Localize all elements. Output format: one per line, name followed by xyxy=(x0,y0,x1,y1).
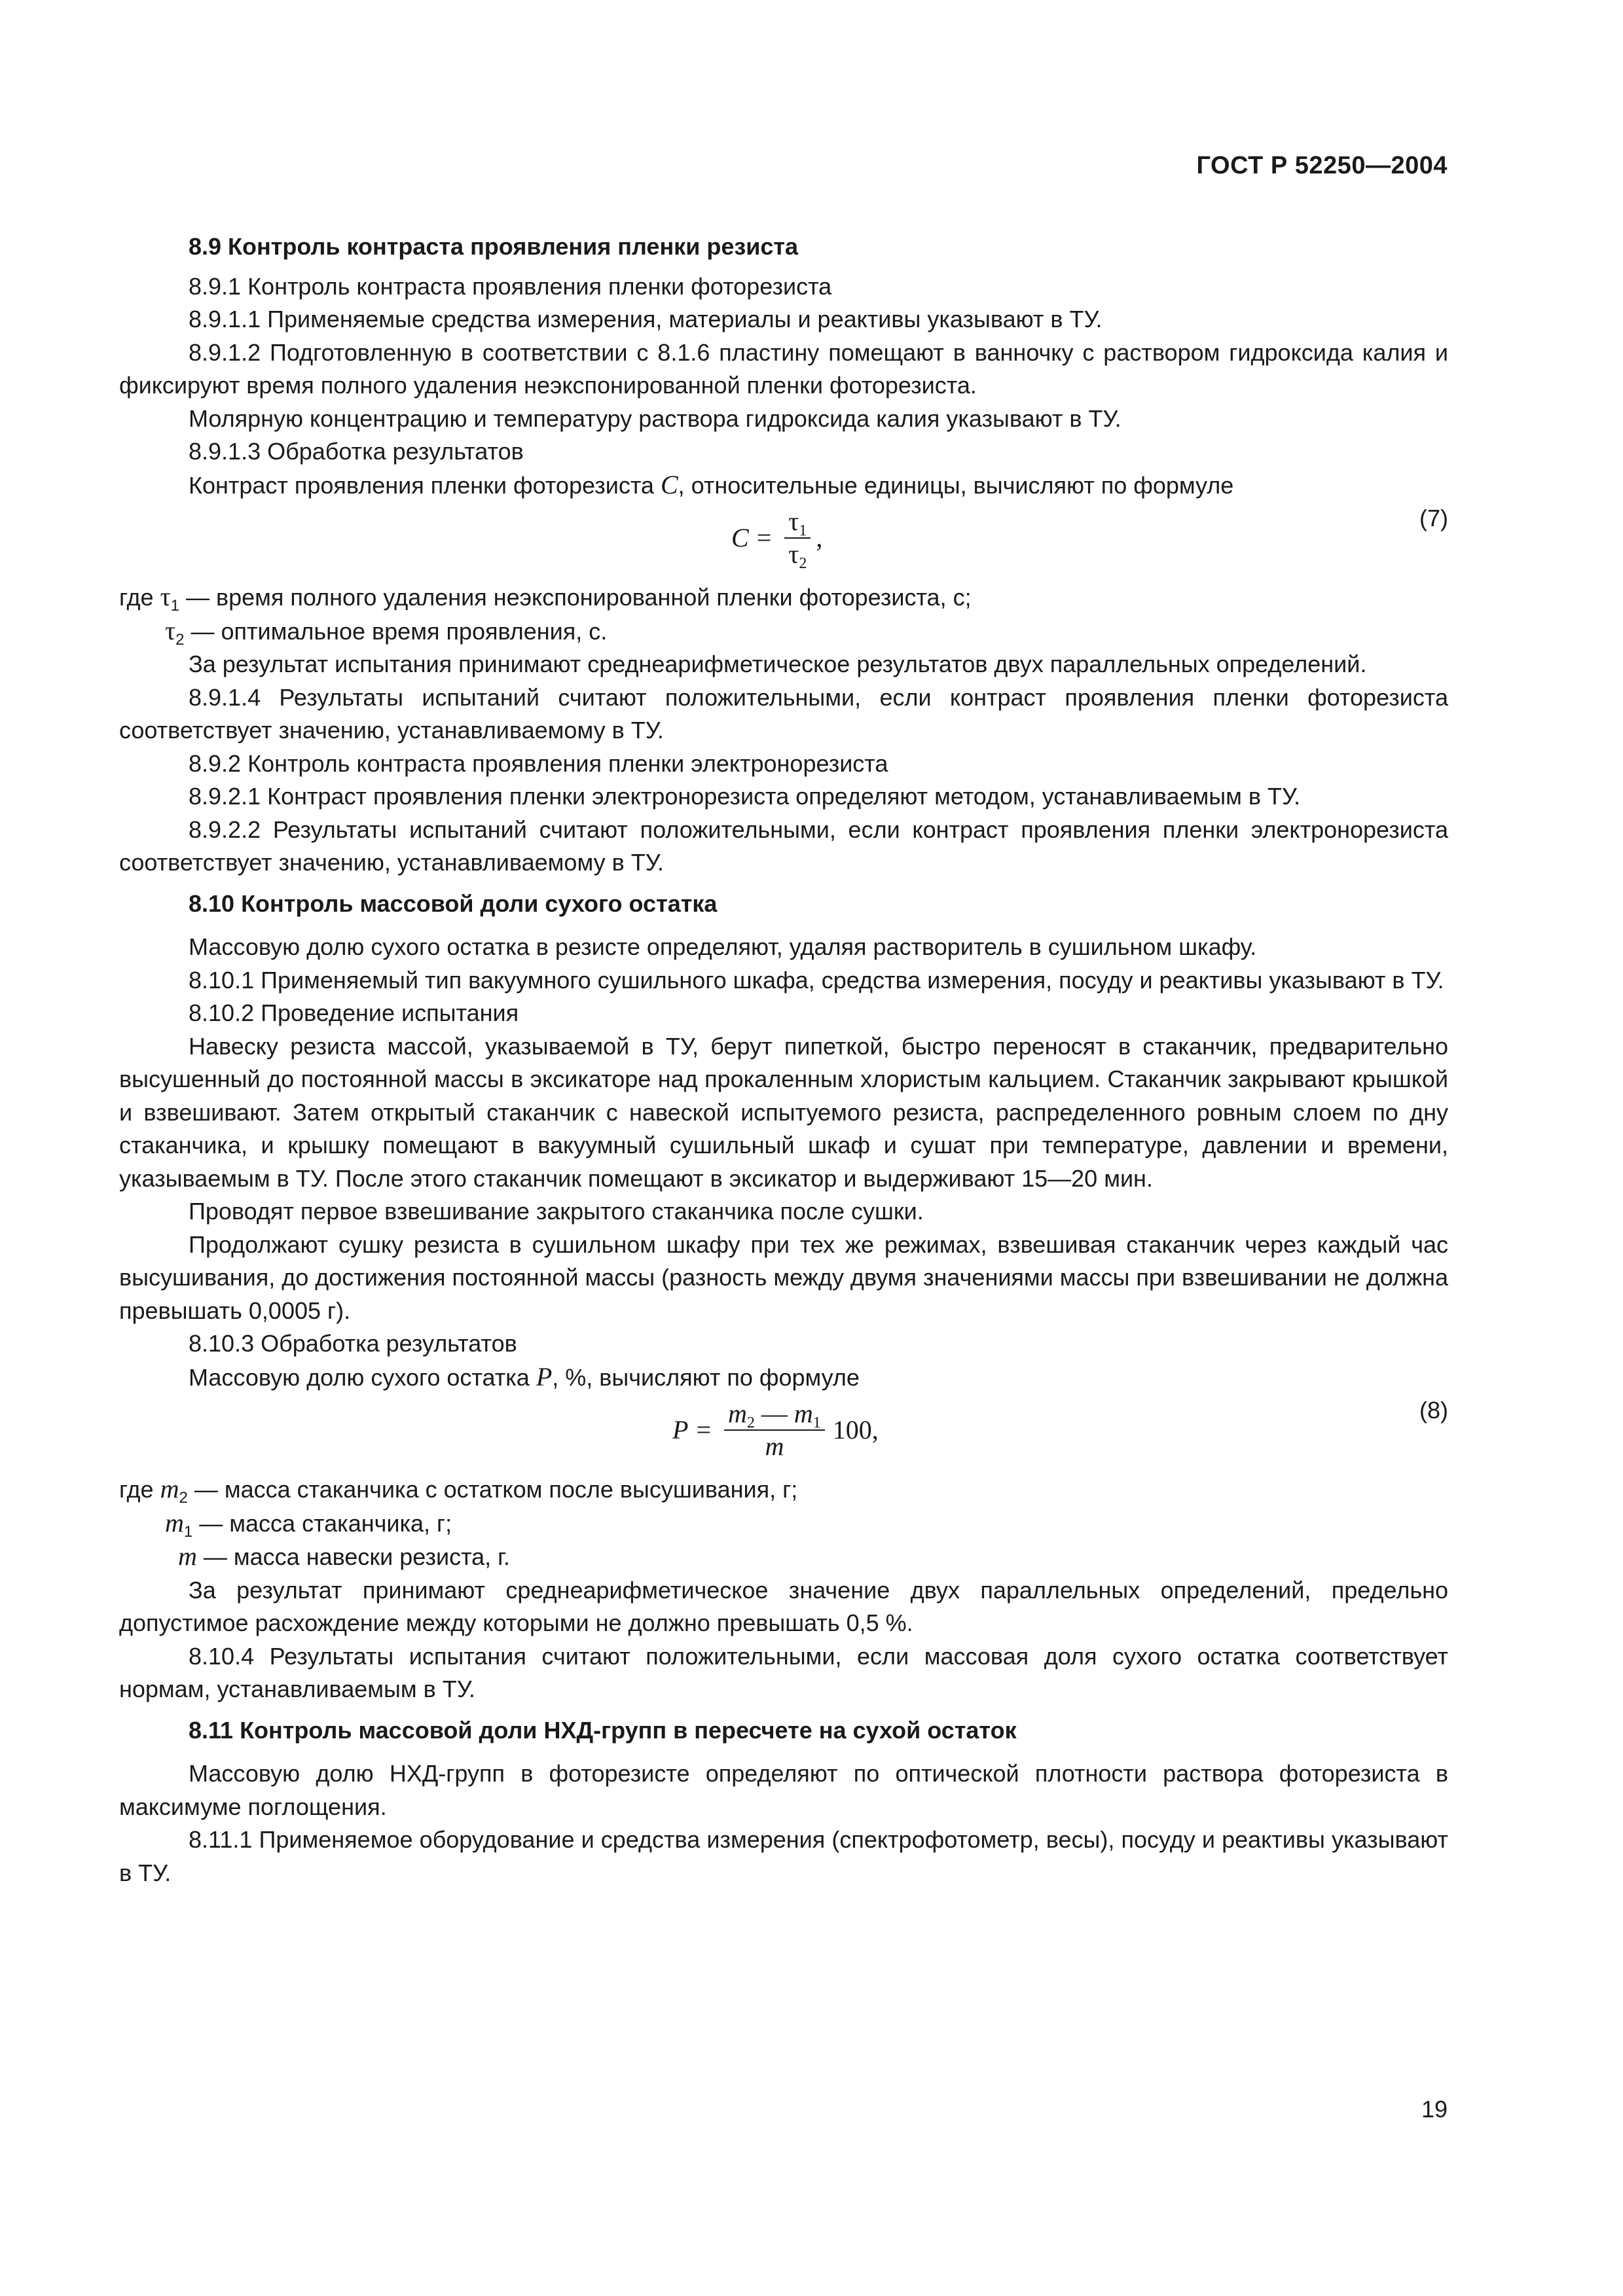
page-content xyxy=(119,230,1448,1890)
text-fragment: , %, вычисляют по формуле xyxy=(552,1363,860,1391)
paragraph: 8.9.2 Контроль контраста проявления пленки электронорезиста xyxy=(189,749,888,777)
paragraph: 8.9.1 Контроль контраста проявления пленки фоторезиста xyxy=(189,272,832,300)
math-symbol: τ xyxy=(165,615,176,645)
section-heading-8-9: 8.9 Контроль контраста проявления пленки резиста xyxy=(189,233,799,260)
paragraph: 8.10.3 Обработка результатов xyxy=(189,1330,517,1357)
math-symbol: m xyxy=(165,1507,184,1537)
paragraph: Молярную концентрацию и температуру раствора гидроксида калия указывают в ТУ. xyxy=(189,404,1122,432)
math-variable: C xyxy=(660,469,678,499)
formula-equals: = xyxy=(696,1414,711,1444)
where-text: — масса стаканчика с остатком после высушивания, г; xyxy=(194,1476,798,1503)
fraction-denominator xyxy=(784,539,811,572)
math-symbol: m xyxy=(728,1399,747,1428)
fraction-numerator xyxy=(784,507,811,539)
paragraph: 8.9.1.3 Обработка результатов xyxy=(189,438,524,465)
paragraph: Массовую долю НХД-групп в фоторезисте определяют по оптической плотности раствора фоторезиста в максимуме поглощения. xyxy=(119,1760,1448,1820)
text-fragment: , относительные единицы, вычисляют по формуле xyxy=(678,471,1234,499)
paragraph: Продолжают сушку резиста в сушильном шкафу при тех же режимах, взвешивая стаканчик через каждый час высушивания, до достижения постоянной массы (разность между двумя значениями массы при взвешивании не должна превышать 0,0005 г). xyxy=(119,1230,1448,1324)
math-symbol: m xyxy=(765,1431,784,1461)
math-subscript: 2 xyxy=(746,1414,755,1431)
section-heading-8-10: 8.10 Контроль массовой доли сухого остатка xyxy=(189,889,718,917)
math-symbol: τ xyxy=(160,582,171,611)
math-symbol: m xyxy=(160,1474,179,1503)
section-heading-8-11: 8.11 Контроль массовой доли НХД-групп в пересчете на сухой остаток xyxy=(189,1716,1017,1744)
where-text: — оптимальное время проявления, с. xyxy=(191,617,608,645)
paragraph: За результат принимают среднеарифметическое значение двух параллельных определений, предельно допустимое расхождение между которыми не должно превышать 0,5 %. xyxy=(119,1576,1448,1636)
formula-tail: , xyxy=(816,522,823,552)
paragraph: 8.10.4 Результаты испытания считают положительными, если массовая доля сухого остатка соответствует нормам, устанавливаемым в ТУ. xyxy=(119,1642,1448,1702)
math-subscript: 2 xyxy=(799,555,807,572)
math-subscript: 1 xyxy=(170,597,179,615)
math-symbol: τ xyxy=(788,507,799,536)
paragraph: 8.9.2.2 Результаты испытаний считают положительными, если контраст проявления пленки электронорезиста соответствует значению, устанавливаемому в ТУ. xyxy=(119,816,1448,876)
math-symbol: m xyxy=(793,1399,813,1428)
math-subscript: 2 xyxy=(175,630,185,649)
where-prefix: где xyxy=(119,584,154,611)
where-text: — масса навески резиста, г. xyxy=(203,1543,510,1570)
text-fragment: Массовую долю сухого остатка xyxy=(189,1363,530,1391)
math-subscript: 1 xyxy=(799,522,807,539)
paragraph: Навеску резиста массой, указываемой в ТУ, берут пипеткой, быстро переносят в стаканчик, предварительно высушенный до постоянной массы в эксикаторе над прокаленным хлористым кальцием. Стаканчик закрывают крышкой и взвешивают. Затем открытый стаканчик с навеской испытуемого резиста, распределенного ровным слоем по дну стаканчика, и крышку помещают в вакуумный сушильный шкаф и сушат при температуре, давлении и времени, указываемым в ТУ. После этого стаканчик помещают в эксикатор и выдерживают 15—20 мин. xyxy=(119,1032,1448,1192)
formula-fraction xyxy=(724,1399,825,1461)
paragraph: 8.10.2 Проведение испытания xyxy=(189,999,519,1026)
paragraph: 8.10.1 Применяемый тип вакуумного сушильного шкафа, средства измерения, посуду и реактивы указывают в ТУ. xyxy=(189,966,1444,994)
formula-number: (8) xyxy=(1419,1397,1448,1424)
paragraph: Массовую долю сухого остатка в резисте определяют, удаляя растворитель в сушильном шкафу. xyxy=(189,933,1257,960)
paragraph: 8.9.2.1 Контраст проявления пленки электронорезиста определяют методом, устанавливаемым в ТУ. xyxy=(189,783,1301,810)
paragraph: 8.11.1 Применяемое оборудование и средства измерения (спектрофотометр, весы), посуду и реактивы указывают в ТУ. xyxy=(119,1826,1448,1886)
where-line xyxy=(119,615,1448,649)
where-line xyxy=(119,1507,1448,1541)
paragraph xyxy=(119,1361,1448,1395)
math-symbol: τ xyxy=(788,539,799,569)
where-line xyxy=(119,581,1448,615)
paragraph: 8.9.1.2 Подготовленную в соответствии с 8.1.6 пластину помещают в ванночку с раствором гидроксида калия и фиксируют время полного удаления неэкспонированной пленки фоторезиста. xyxy=(119,338,1448,399)
formula-8-body xyxy=(672,1399,879,1461)
fraction-numerator xyxy=(724,1399,825,1431)
where-text: — время полного удаления неэкспонированной пленки фоторезиста, с; xyxy=(186,584,972,611)
formula-7-body xyxy=(731,507,823,572)
fraction-denominator xyxy=(761,1431,788,1461)
math-subscript: 2 xyxy=(179,1489,188,1507)
document-header: ГОСТ Р 52250—2004 xyxy=(1196,152,1448,179)
text-fragment: Контраст проявления пленки фоторезиста xyxy=(189,471,654,499)
formula-equals: = xyxy=(756,522,772,552)
formula-7 xyxy=(119,502,1448,581)
math-symbol: m xyxy=(178,1541,197,1571)
paragraph: 8.9.1.1 Применяемые средства измерения, материалы и реактивы указывают в ТУ. xyxy=(189,306,1103,332)
formula-8 xyxy=(119,1394,1448,1473)
math-subscript: 1 xyxy=(812,1414,821,1431)
math-subscript: 1 xyxy=(183,1522,193,1541)
math-variable: P xyxy=(536,1361,553,1391)
paragraph: Проводят первое взвешивание закрытого стаканчика после сушки. xyxy=(189,1198,924,1225)
math-operator: — xyxy=(761,1399,788,1428)
where-line xyxy=(119,1473,1448,1507)
paragraph xyxy=(119,469,1448,503)
where-line xyxy=(119,1540,1448,1574)
paragraph: 8.9.1.4 Результаты испытаний считают положительными, если контраст проявления пленки фоторезиста соответствует значению, устанавливаемому в ТУ. xyxy=(119,683,1448,744)
formula-number: (7) xyxy=(1419,505,1448,531)
formula-lhs: P xyxy=(672,1414,689,1444)
formula-lhs: C xyxy=(731,522,749,552)
where-prefix: где xyxy=(119,1476,154,1503)
page-number: 19 xyxy=(1421,2096,1448,2123)
where-text: — масса стаканчика, г; xyxy=(199,1509,452,1537)
formula-fraction xyxy=(784,507,811,572)
paragraph: За результат испытания принимают среднеарифметическое результатов двух параллельных определений. xyxy=(189,651,1367,677)
formula-tail: 100, xyxy=(832,1414,879,1444)
